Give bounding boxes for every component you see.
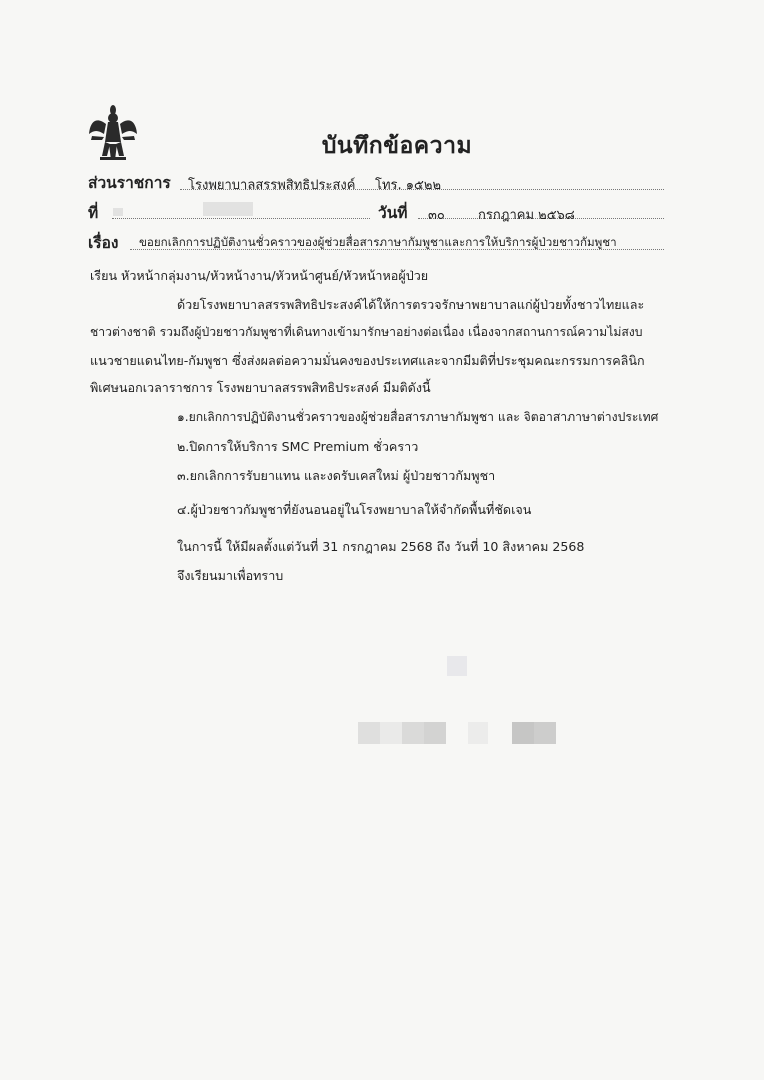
list-item: ๒.ปิดการให้บริการ SMC Premium ชั่วคราว	[177, 439, 419, 454]
phone-number: โทร. ๑๕๒๒	[375, 178, 442, 193]
redacted-number-1	[113, 208, 123, 216]
department-row	[88, 170, 171, 195]
number-dotted-line	[112, 218, 370, 219]
department-value: โรงพยาบาลสรรพสิทธิประสงค์	[188, 178, 356, 193]
closing-line: จึงเรียนมาเพื่อทราบ	[177, 568, 284, 583]
date-day: ๓๐	[428, 208, 445, 223]
memo-title: บันทึกข้อความ	[321, 133, 473, 159]
date-row	[378, 200, 408, 225]
list-item: ๔.ผู้ป่วยชาวกัมพูชาที่ยังนอนอยู่ในโรงพยาบาลให้จำกัดพื้นที่ชัดเจน	[177, 502, 532, 517]
department-label: ส่วนราชการ	[88, 174, 171, 192]
body-line-4: พิเศษนอกเวลาราชการ โรงพยาบาลสรรพสิทธิประสงค์ มีมติดังนี้	[90, 380, 431, 395]
subject-text: ขอยกเลิกการปฏิบัติงานชั่วคราวของผู้ช่วยสื่อสารภาษากัมพูชาและการให้บริการผู้ป่วยชาวกัมพูชา	[139, 235, 617, 249]
salutation: เรียน หัวหน้ากลุ่มงาน/หัวหน้างาน/หัวหน้าศูนย์/หัวหน้าหอผู้ป่วย	[90, 268, 429, 283]
number-label: ที่	[88, 204, 99, 222]
date-month-year: กรกฎาคม ๒๕๖๘	[478, 208, 575, 223]
redacted-name-block	[468, 722, 488, 744]
body-line-1: ด้วยโรงพยาบาลสรรพสิทธิประสงค์ได้ให้การตรวจรักษาพยาบาลแก่ผู้ป่วยทั้งชาวไทยและ	[177, 297, 645, 312]
date-label: วันที่	[378, 204, 408, 222]
redacted-name-block	[424, 722, 446, 744]
effective-date-line: ในการนี้ ให้มีผลตั้งแต่วันที่ 31 กรกฎาคม 2568 ถึง วันที่ 10 สิงหาคม 2568	[177, 539, 585, 554]
redacted-name-block	[380, 722, 402, 744]
number-row	[88, 200, 98, 225]
redacted-name-block	[534, 722, 556, 744]
body-line-2: ชาวต่างชาติ รวมถึงผู้ป่วยชาวกัมพูชาที่เดินทางเข้ามารักษาอย่างต่อเนื่อง เนื่องจากสถานการณ์ความไม่สงบ	[90, 325, 643, 339]
redacted-number-2	[203, 202, 253, 216]
list-item: ๓.ยกเลิกการรับยาแทน และงดรับเคสใหม่ ผู้ป่วยชาวกัมพูชา	[177, 468, 496, 483]
list-item: ๑.ยกเลิกการปฏิบัติงานชั่วคราวของผู้ช่วยสื่อสารภาษากัมพูชา และ จิตอาสาภาษาต่างประเทศ	[177, 410, 659, 424]
redacted-name-block	[358, 722, 380, 744]
subject-row	[88, 230, 119, 255]
redacted-signature-mark	[447, 656, 467, 676]
redacted-name-block	[512, 722, 534, 744]
redacted-name-block	[402, 722, 424, 744]
subject-label: เรื่อง	[88, 234, 119, 252]
body-line-3: แนวชายแดนไทย-กัมพูชา ซึ่งส่งผลต่อความมั่นคงของประเทศและจากมีมติที่ประชุมคณะกรรมการคลินิก	[90, 353, 645, 368]
